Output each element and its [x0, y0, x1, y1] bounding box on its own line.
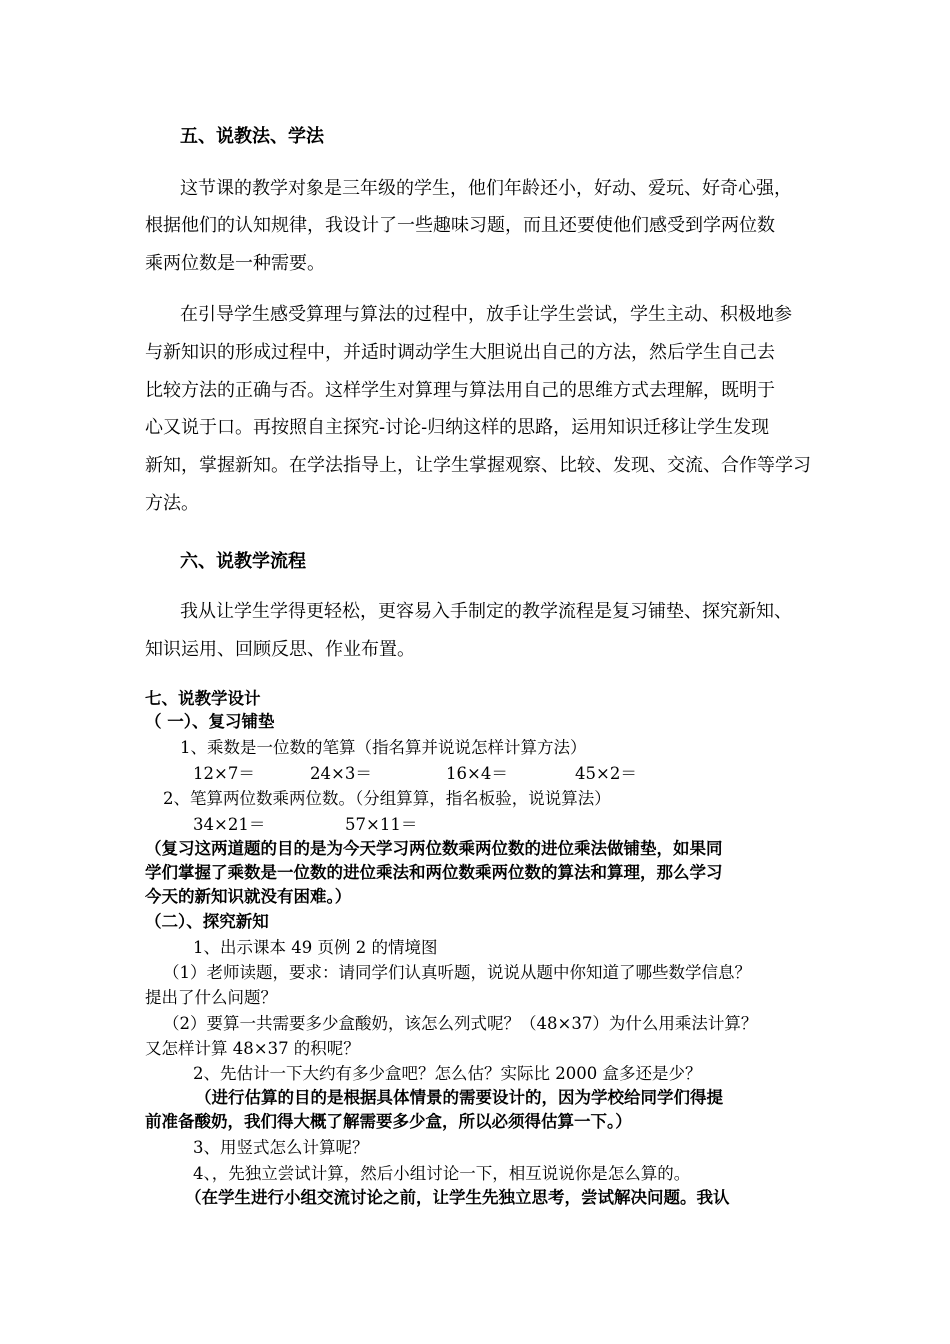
- paragraph-line: 乘两位数是一种需要。: [145, 253, 325, 274]
- section-heading-teaching-process: 六、说教学流程: [180, 551, 306, 572]
- subsection-heading-explore: （二）、探究新知: [145, 912, 269, 931]
- paragraph-line: 知识运用、回顾反思、作业布置。: [145, 639, 415, 660]
- section-heading-teaching-methods: 五、说教法、学法: [180, 126, 324, 147]
- note-line: （复习这两道题的目的是为今天学习两位数乘两位数的进位乘法做铺垫，如果同: [145, 839, 723, 858]
- list-item: 1、出示课本 49 页例 2 的情境图: [193, 938, 438, 957]
- math-expression: 57×11＝: [345, 815, 418, 834]
- note-line: （在学生进行小组交流讨论之前，让学生先独立思考，尝试解决问题。我认: [185, 1188, 730, 1207]
- math-expression: 24×3＝: [310, 764, 372, 783]
- paragraph-line: 方法。: [145, 493, 199, 514]
- note-line: 学们掌握了乘数是一位数的进位乘法和两位数乘两位数的算法和算理，那么学习: [145, 863, 723, 882]
- list-item: 提出了什么问题？: [145, 988, 277, 1007]
- list-item: 3、用竖式怎么计算呢？: [193, 1138, 369, 1157]
- math-expression: 16×4＝: [446, 764, 508, 783]
- list-item: 1、乘数是一位数的笔算（指名算并说说怎样计算方法）: [180, 738, 587, 757]
- paragraph-line: 新知，掌握新知。在学法指导上，让学生掌握观察、比较、发现、交流、合作等学习: [145, 455, 811, 476]
- math-expression: 45×2＝: [575, 764, 637, 783]
- note-line: 今天的新知识就没有困难。）: [145, 887, 352, 906]
- paragraph-line: 与新知识的形成过程中，并适时调动学生大胆说出自己的方法，然后学生自己去: [145, 342, 775, 363]
- list-item: 2、笔算两位数乘两位数。（分组算算，指名板验，说说算法）: [163, 789, 611, 808]
- paragraph-line: 在引导学生感受算理与算法的过程中，放手让学生尝试，学生主动、积极地参: [180, 304, 792, 325]
- list-item: （2）要算一共需要多少盒酸奶，该怎么列式呢？（48×37）为什么用乘法计算？: [163, 1014, 758, 1033]
- list-item: 又怎样计算 48×37 的积呢？: [145, 1039, 360, 1058]
- list-item: （1）老师读题，要求：请同学们认真听题，说说从题中你知道了哪些数学信息？: [163, 963, 751, 982]
- paragraph-line: 这节课的教学对象是三年级的学生，他们年龄还小，好动、爱玩、好奇心强，: [180, 178, 792, 199]
- list-item: 4、，先独立尝试计算，然后小组讨论一下，相互说说你是怎么算的。: [193, 1164, 691, 1183]
- note-line: 前准备酸奶，我们得大概了解需要多少盒，所以必须得估算一下。）: [145, 1112, 632, 1131]
- paragraph-line: 心又说于口。再按照自主探究-讨论-归纳这样的思路，运用知识迁移让学生发现: [145, 417, 770, 438]
- subsection-heading-review: （ 一）、复习铺垫: [145, 712, 275, 731]
- paragraph-line: 我从让学生学得更轻松，更容易入手制定的教学流程是复习铺垫、探究新知、: [180, 601, 792, 622]
- list-item: 2、先估计一下大约有多少盒吧？怎么估？实际比 2000 盒多还是少？: [193, 1064, 702, 1083]
- paragraph-line: 根据他们的认知规律，我设计了一些趣味习题，而且还要使他们感受到学两位数: [145, 215, 775, 236]
- section-heading-teaching-design: 七、说教学设计: [145, 689, 261, 708]
- math-expression: 12×7＝: [193, 764, 255, 783]
- paragraph-line: 比较方法的正确与否。这样学生对算理与算法用自己的思维方式去理解，既明于: [145, 380, 775, 401]
- note-line: （进行估算的目的是根据具体情景的需要设计的，因为学校给同学们得提: [195, 1088, 723, 1107]
- math-expression: 34×21＝: [193, 815, 266, 834]
